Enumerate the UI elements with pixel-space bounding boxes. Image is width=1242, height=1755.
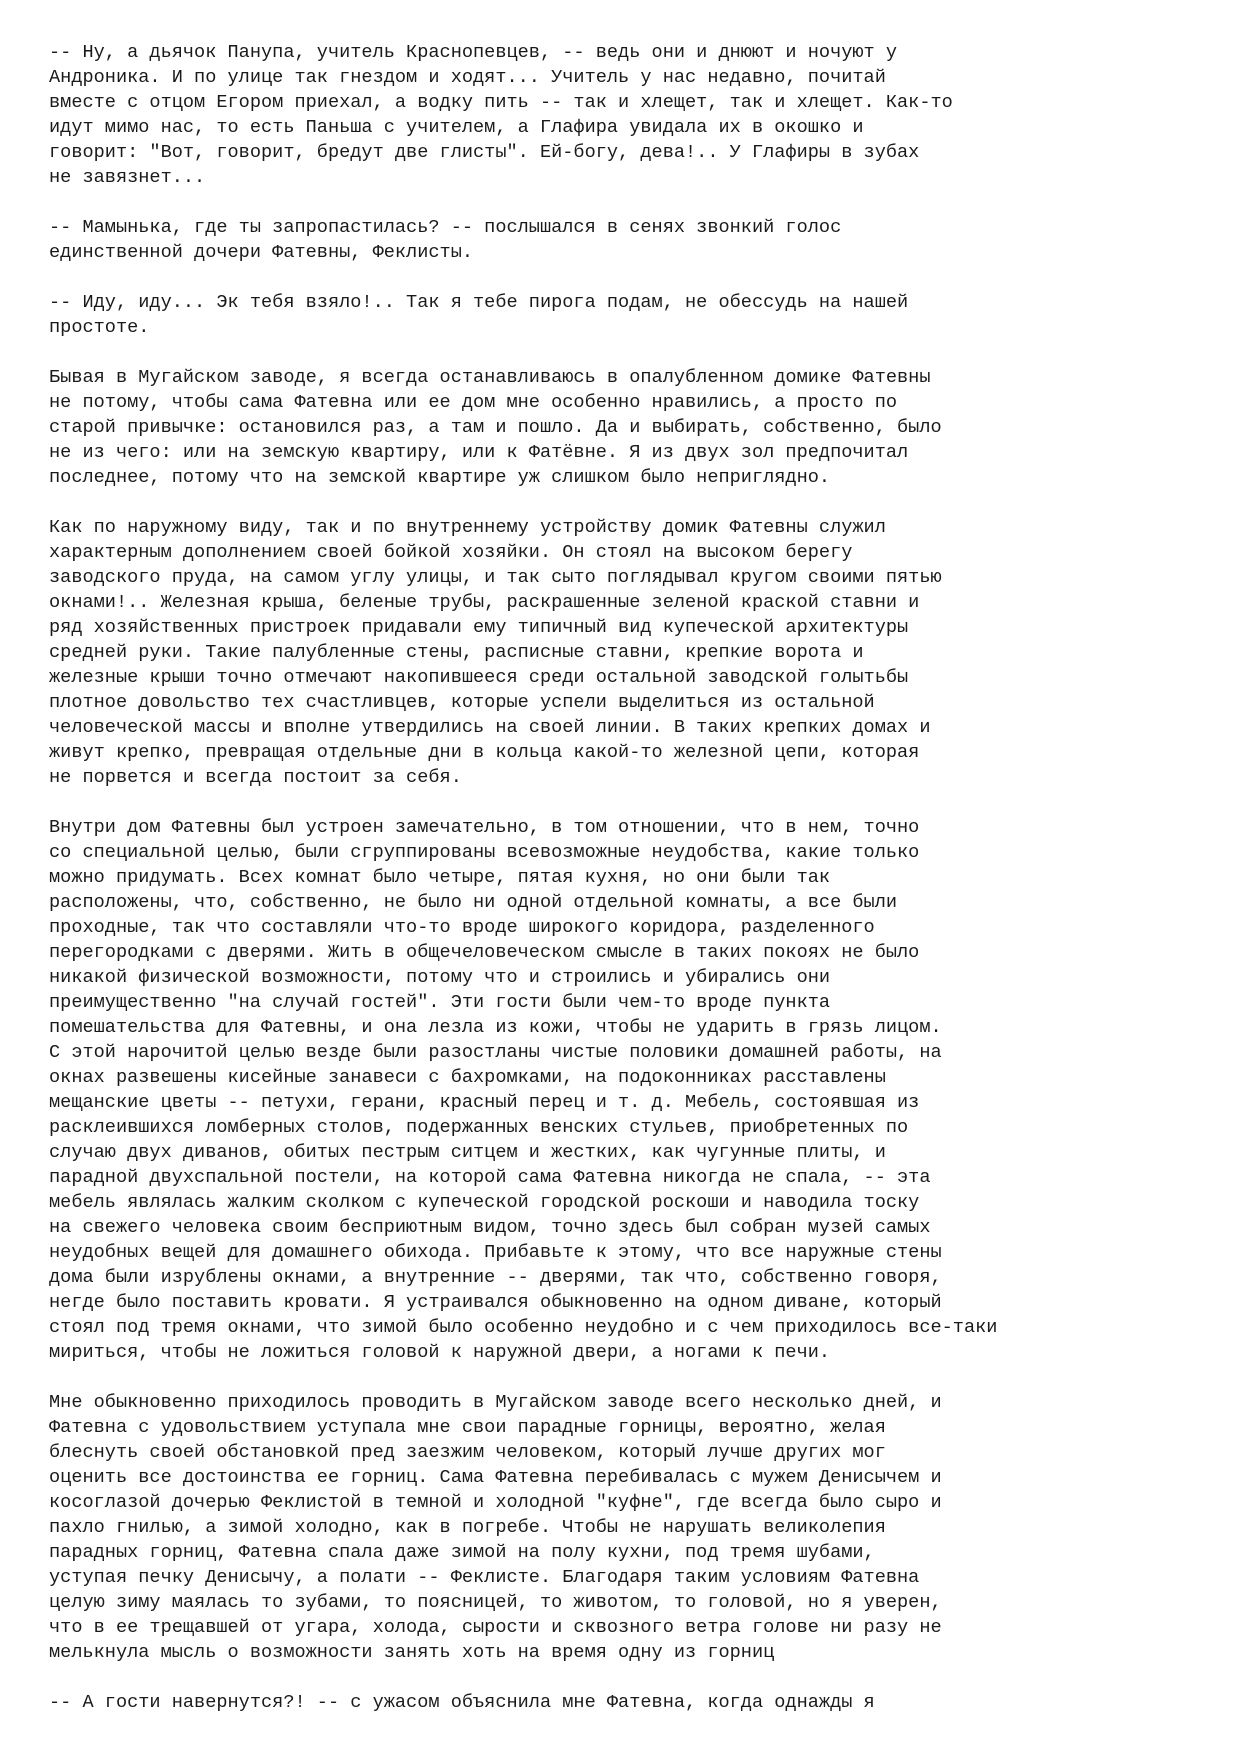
text-line: мебель являлась жалким сколком с купеческой городской роскоши и наводила тоску [49, 1192, 920, 1213]
text-line: целую зиму маялась то зубами, то поясницей, то животом, то головой, но я уверен, [49, 1592, 942, 1613]
text-line: характерным дополнением своей бойкой хозяйки. Он стоял на высоком берегу [49, 542, 853, 563]
text-line: заводского пруда, на самом углу улицы, и так сыто поглядывал кругом своими пятью [49, 567, 942, 588]
text-line: дома были изрублены окнами, а внутренние -- дверями, так что, собственно говоря, [49, 1267, 942, 1288]
text-line: Мне обыкновенно приходилось проводить в Мугайском заводе всего несколько дней, и [49, 1392, 942, 1413]
text-line: единственной дочери Фатевны, Феклисты. [49, 242, 474, 263]
text-line: преимущественно "на случай гостей". Эти гости были чем-то вроде пункта [49, 992, 831, 1013]
text-line: окнах развешены кисейные занавеси с бахромками, на подоконниках расставлены [49, 1067, 886, 1088]
text-line: стоял под тремя окнами, что зимой было особенно неудобно и с чем приходилось все-таки [49, 1317, 998, 1338]
text-line: живут крепко, превращая отдельные дни в кольца какой-то железной цепи, которая [49, 742, 920, 763]
text-line: Бывая в Мугайском заводе, я всегда останавливаюсь в опалубленном домике Фатевны [49, 367, 931, 388]
text-line: расположены, что, собственно, не было ни одной отдельной комнаты, а все были [49, 892, 898, 913]
text-line: оценить все достоинства ее горниц. Сама Фатевна перебивалась с мужем Денисычем и [49, 1467, 942, 1488]
text-line: парадных горниц, Фатевна спала даже зимой на полу кухни, под тремя шубами, [49, 1542, 875, 1563]
document-page [49, 40, 1219, 1740]
paragraph [49, 515, 1219, 790]
text-line: последнее, потому что на земской квартире уж слишком было неприглядно. [49, 467, 831, 488]
paragraph [49, 365, 1219, 490]
text-line: со специальной целью, были сгруппированы всевозможные неудобства, какие только [49, 842, 920, 863]
text-line: перегородками с дверями. Жить в общечеловеческом смысле в таких покоях не было [49, 942, 920, 963]
text-line: Андроника. И по улице так гнездом и ходят... Учитель у нас недавно, почитай [49, 67, 886, 88]
paragraph [49, 215, 1219, 265]
paragraph [49, 1690, 1219, 1715]
text-line: Внутри дом Фатевны был устроен замечательно, в том отношении, что в нем, точно [49, 817, 920, 838]
text-line: уступая печку Денисычу, а полати -- Феклисте. Благодаря таким условиям Фатевна [49, 1567, 920, 1588]
text-line: не потому, чтобы сама Фатевна или ее дом мне особенно нравились, а просто по [49, 392, 898, 413]
text-line: что в ее трещавшей от угара, холода, сырости и сквозного ветра голове ни разу не [49, 1617, 942, 1638]
text-line: плотное довольство тех счастливцев, которые успели выделиться из остальной [49, 692, 875, 713]
text-line: старой привычке: остановился раз, а там и пошло. Да и выбирать, собственно, было [49, 417, 942, 438]
text-line: Как по наружному виду, так и по внутреннему устройству домик Фатевны служил [49, 517, 886, 538]
text-line: парадной двухспальной постели, на которой сама Фатевна никогда не спала, -- эта [49, 1167, 931, 1188]
text-line: случаю двух диванов, обитых пестрым ситцем и жестких, как чугунные плиты, и [49, 1142, 886, 1163]
text-line: расклеившихся ломберных столов, подержанных венских стульев, приобретенных по [49, 1117, 909, 1138]
text-line: косоглазой дочерью Феклистой в темной и холодной "куфне", где всегда было сыро и [49, 1492, 942, 1513]
paragraph [49, 40, 1219, 190]
paragraph [49, 290, 1219, 340]
text-line: на свежего человека своим бесприютным видом, точно здесь был собран музей самых [49, 1217, 931, 1238]
text-line: проходные, так что составляли что-то вроде широкого коридора, разделенного [49, 917, 875, 938]
text-line: -- А гости навернутся?! -- с ужасом объяснила мне Фатевна, когда однажды я [49, 1692, 875, 1713]
text-line: негде было поставить кровати. Я устраивался обыкновенно на одном диване, который [49, 1292, 942, 1313]
text-line: блеснуть своей обстановкой пред заезжим человеком, который лучше других мог [49, 1442, 886, 1463]
text-line: не завязнет... [49, 167, 206, 188]
text-line: идут мимо нас, то есть Паньша с учителем, а Глафира увидала их в окошко и [49, 117, 864, 138]
text-line: никакой физической возможности, потому что и строились и убирались они [49, 967, 831, 988]
text-line: С этой нарочитой целью везде были разостланы чистые половики домашней работы, на [49, 1042, 942, 1063]
text-line: окнами!.. Железная крыша, беленые трубы, раскрашенные зеленой краской ставни и [49, 592, 920, 613]
text-line: человеческой массы и вполне утвердились на своей линии. В таких крепких домах и [49, 717, 931, 738]
paragraph [49, 815, 1219, 1365]
text-line: -- Иду, иду... Эк тебя взяло!.. Так я тебе пирога подам, не обессудь на нашей [49, 292, 909, 313]
text-line: мещанские цветы -- петухи, герани, красный перец и т. д. Мебель, состоявшая из [49, 1092, 920, 1113]
text-line: не порвется и всегда постоит за себя. [49, 767, 462, 788]
text-line: неудобных вещей для домашнего обихода. Прибавьте к этому, что все наружные стены [49, 1242, 942, 1263]
text-line: вместе с отцом Егором приехал, а водку пить -- так и хлещет, так и хлещет. Как-то [49, 92, 953, 113]
text-line: мириться, чтобы не ложиться головой к наружной двери, а ногами к печи. [49, 1342, 831, 1363]
text-line: -- Ну, а дьячок Панупа, учитель Краснопевцев, -- ведь они и днюют и ночуют у [49, 42, 898, 63]
text-line: мелькнула мысль о возможности занять хоть на время одну из горниц [49, 1642, 775, 1663]
text-line: можно придумать. Всех комнат было четыре, пятая кухня, но они были так [49, 867, 831, 888]
text-line: Фатевна с удовольствием уступала мне свои парадные горницы, вероятно, желая [49, 1417, 886, 1438]
text-line: простоте. [49, 317, 150, 338]
text-line: не из чего: или на земскую квартиру, или к Фатёвне. Я из двух зол предпочитал [49, 442, 909, 463]
text-line: -- Мамынька, где ты запропастилась? -- послышался в сенях звонкий голос [49, 217, 842, 238]
text-line: ряд хозяйственных пристроек придавали ему типичный вид купеческой архитектуры [49, 617, 909, 638]
text-line: железные крыши точно отмечают накопившееся среди остальной заводской голытьбы [49, 667, 909, 688]
text-line: помешательства для Фатевны, и она лезла из кожи, чтобы не ударить в грязь лицом. [49, 1017, 942, 1038]
text-line: говорит: "Вот, говорит, бредут две глисты". Ей-богу, дева!.. У Глафиры в зубах [49, 142, 920, 163]
text-line: пахло гнилью, а зимой холодно, как в погребе. Чтобы не нарушать великолепия [49, 1517, 886, 1538]
paragraph [49, 1390, 1219, 1665]
text-line: средней руки. Такие палубленные стены, расписные ставни, крепкие ворота и [49, 642, 864, 663]
